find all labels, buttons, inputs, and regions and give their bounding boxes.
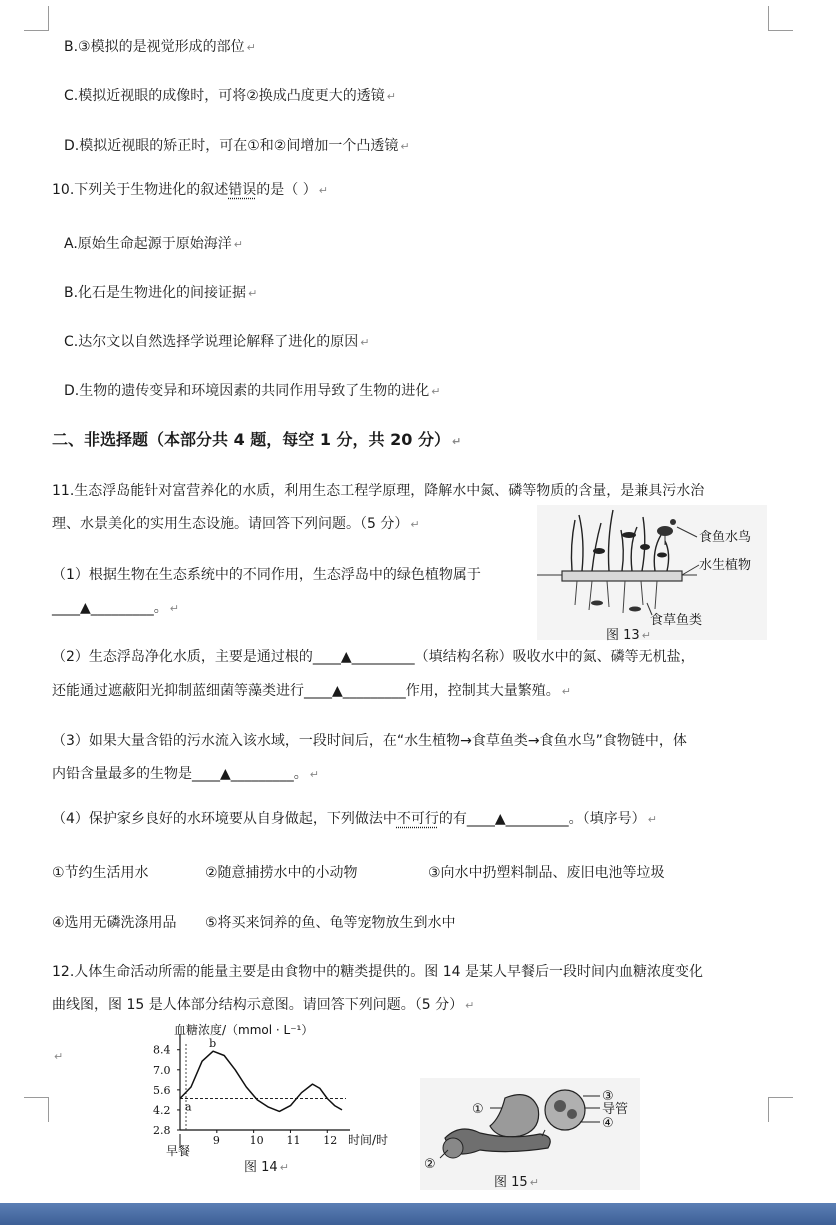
chart-x-axis-label: 时间/时 bbox=[348, 1133, 389, 1147]
chart-y-tick-label: 7.0 bbox=[153, 1063, 171, 1077]
q12-stem-line1: 12.人体生命活动所需的能量主要是由食物中的糖类提供的。图 14 是某人早餐后一段时间内血糖浓度变化 bbox=[52, 964, 703, 980]
magnified-view bbox=[545, 1090, 585, 1130]
label-1: ① bbox=[472, 1102, 484, 1117]
q9-option-c: C.模拟近视眼的成像时，可将②换成凸度更大的透镜 ↵ bbox=[64, 88, 396, 104]
page-corner-mark bbox=[768, 1097, 793, 1122]
q11-part4: （4）保护家乡良好的水环境要从自身做起，下列做法中不可行的有____▲_________。（填序号） ↵ bbox=[52, 811, 657, 827]
label-herbivorous-fish: 食草鱼类 bbox=[650, 613, 703, 628]
chart-y-tick-label: 2.8 bbox=[153, 1124, 171, 1137]
q11-stem-line2: 理、水景美化的实用生态设施。请回答下列问题。（5 分） ↵ bbox=[52, 516, 420, 532]
section-heading: 二、非选择题（本部分共 4 题，每空 1 分，共 20 分） ↵ bbox=[52, 430, 462, 449]
figure-14-caption: 图 14 ↵ bbox=[244, 1160, 289, 1175]
label-fish-eating-bird: 食鱼水鸟 bbox=[699, 530, 752, 545]
chart-x-tick-label: 9 bbox=[212, 1134, 220, 1147]
figure-15-caption: 图 15 ↵ bbox=[494, 1175, 539, 1190]
q11-part1-line1: （1）根据生物在生态系统中的不同作用，生态浮岛中的绿色植物属于 bbox=[52, 567, 481, 583]
q11-part1-line2: ____▲_________。 ↵ bbox=[52, 600, 179, 616]
q11-choices-row2: ④选用无磷洗涤用品 ⑤将买来饲养的鱼、龟等宠物放生到水中 bbox=[52, 915, 456, 931]
chart-series-line bbox=[180, 1051, 342, 1114]
chart-y-tick-label: 8.4 bbox=[153, 1043, 171, 1057]
q11-stem-line1: 11.生态浮岛能针对富营养化的水质，利用生态工程学原理，降解水中氮、磷等物质的含量，是兼具污水治 bbox=[52, 483, 705, 499]
q9-option-b: B.③模拟的是视觉形成的部位 ↵ bbox=[64, 39, 256, 55]
q11-part2-line2: 还能通过遮蔽阳光抑制蓝细菌等藻类进行____▲_________作用，控制其大量繁殖。 ↵ bbox=[52, 683, 571, 699]
blood-glucose-line-chart bbox=[146, 1020, 406, 1175]
label-3: ③ bbox=[602, 1089, 614, 1104]
q11-part2-line1: （2）生态浮岛净化水质，主要是通过根的____▲_________（填结构名称）吸收水中的氮、磷等无机盐， bbox=[52, 649, 695, 665]
chart-start-label: 早餐 bbox=[166, 1144, 191, 1158]
label-2: ② bbox=[424, 1157, 436, 1172]
chart-annotation-a: a bbox=[185, 1100, 192, 1114]
q11-part3-line2: 内铅含量最多的生物是____▲_________。 ↵ bbox=[52, 766, 319, 782]
q10-option-d: D.生物的遗传变异和环境因素的共同作用导致了生物的进化 ↵ bbox=[64, 383, 441, 399]
chart-y-axis-label: 血糖浓度/（mmol · L⁻¹） bbox=[174, 1023, 314, 1037]
q11-part3-line1: （3）如果大量含铅的污水流入该水域，一段时间后，在“水生植物→食草鱼类→食鱼水鸟”食物链中，体 bbox=[52, 733, 687, 749]
floating-island-illustration bbox=[537, 505, 767, 640]
q10-option-a: A.原始生命起源于原始海洋 ↵ bbox=[64, 236, 243, 252]
window-bottom-bar bbox=[0, 1203, 836, 1225]
figure-13-floating-island bbox=[537, 505, 767, 640]
label-aquatic-plant: 水生植物 bbox=[699, 558, 752, 573]
figure-14-blood-glucose-chart bbox=[146, 1020, 406, 1175]
page-corner-mark bbox=[24, 6, 49, 31]
label-4: ④ bbox=[602, 1116, 614, 1131]
figure-13-caption: 图 13 ↵ bbox=[606, 628, 651, 643]
chart-x-tick-label: 12 bbox=[323, 1134, 338, 1147]
chart-annotation-b: b bbox=[209, 1037, 217, 1051]
q11-choices-row1: ①节约生活用水 ②随意捕捞水中的小动物 ③向水中扔塑料制品、废旧电池等垃圾 bbox=[52, 865, 665, 881]
page-corner-mark bbox=[24, 1097, 49, 1122]
chart-x-tick-label: 10 bbox=[249, 1134, 264, 1147]
q10-stem: 10.下列关于生物进化的叙述错误的是（ ） ↵ bbox=[52, 182, 328, 198]
chart-x-tick-label: 11 bbox=[286, 1134, 301, 1147]
paragraph-mark: ↵ bbox=[54, 1050, 64, 1063]
q9-option-d: D.模拟近视眼的矫正时，可在①和②间增加一个凸透镜 ↵ bbox=[64, 138, 410, 154]
q12-stem-line2: 曲线图，图 15 是人体部分结构示意图。请回答下列问题。（5 分） ↵ bbox=[52, 997, 475, 1013]
q10-option-c: C.达尔文以自然选择学说理论解释了进化的原因 ↵ bbox=[64, 334, 370, 350]
chart-y-tick-label: 5.6 bbox=[153, 1083, 171, 1097]
page-corner-mark bbox=[768, 6, 793, 31]
chart-y-tick-label: 4.2 bbox=[153, 1103, 171, 1117]
label-duct: 导管 bbox=[602, 1102, 629, 1117]
q10-option-b: B.化石是生物进化的间接证据 ↵ bbox=[64, 285, 258, 301]
